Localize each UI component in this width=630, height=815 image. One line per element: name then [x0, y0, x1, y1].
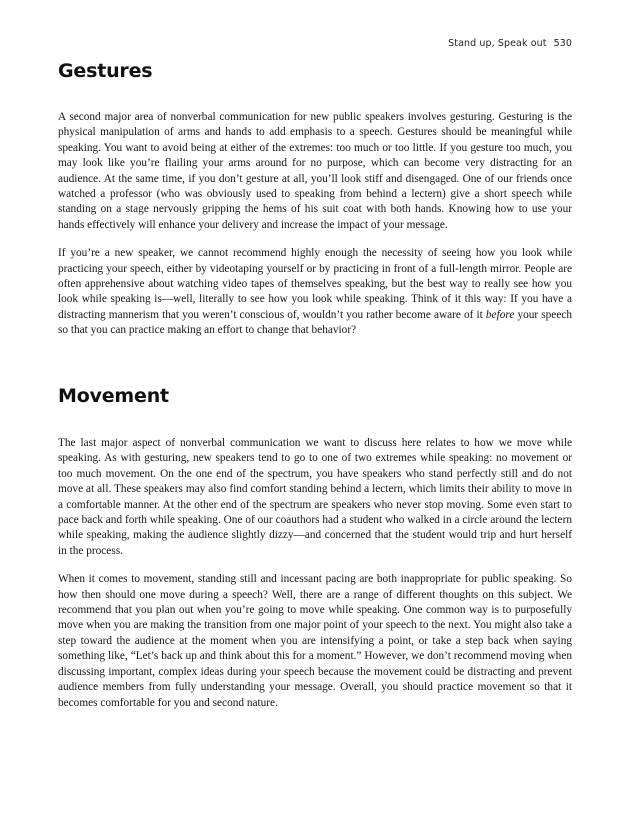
emphasized-word: before	[485, 308, 515, 321]
page-number: 530	[553, 38, 572, 49]
paragraph-text: your speech so that you can practice making an effort to change that behavior?	[58, 308, 573, 337]
section-heading: Gestures	[58, 60, 153, 82]
section-gestures	[58, 60, 572, 352]
body-paragraph: The last major aspect of nonverbal communication we want to discuss here relates to how we move while speaking. As with gesturing, new speakers tend to go to one of two extremes while speaking: no movement or too much movement. On the one end of the spectrum, you have speakers who stand perfectly still and do not move at all. These speakers may also find comfort standing behind a lectern, which limits their ability to move in a comfortable manner. At the other end of the spectrum are speakers who never stop moving. Some even start to pace back and forth while speaking. One of our coauthors had a student who walked in a circle around the lectern while speaking, making the audience slightly dizzy—and concerned that the student would trip and hurt herself in the process.	[58, 437, 572, 557]
running-header	[448, 38, 572, 49]
body-paragraph: When it comes to movement, standing still and incessant pacing are both inappropriate for public speaking. So how then should one move during a speech? Well, there are a range of different thoughts on this subject. We recommend that you plan out when you’re going to move while speaking. One common way is to purposefully move when you are making the transition from one major point of your speech to the next. You might also take a step toward the audience at the moment when you are intensifying a point, or take a step back when saying something like, “Let’s back up and think about this for a moment.” However, we don’t recommend moving when discussing important, complex ideas during your speech because the movement could be distracting and prevent audience members from fully understanding your message. Overall, you should practice movement so that it becomes comfortable for you and second nature.	[58, 573, 572, 709]
body-paragraph	[58, 246, 572, 338]
body-paragraph: A second major area of nonverbal communication for new public speakers involves gesturing. Gesturing is the physical manipulation of arms and hands to add emphasis to a speech. Gestures should be meaningful while speaking. You want to avoid being at either of the extremes: too much or too little. If you gesture too much, you may look like you’re flailing your arms around for no purpose, which can become very distracting for an audience. At the same time, if you don’t gesture at all, you’ll look stiff and disengaged. One of our friends once watched a professor (who was obviously used to speaking from behind a lectern) give a short speech while standing on a stage nervously gripping the hems of his suit coat with both hands. Knowing how to use your hands effectively will enhance your delivery and increase the impact of your message.	[58, 111, 572, 231]
section-heading: Movement	[58, 385, 169, 407]
running-title: Stand up, Speak out	[448, 38, 547, 49]
section-movement	[58, 385, 572, 724]
paragraph-text: If you’re a new speaker, we cannot recommend highly enough the necessity of seeing how you look while practicing your speech, either by videotaping yourself or by practicing in front of a full-length mirror. People are often apprehensive about watching video tapes of themselves speaking, but the best way to really see how you look while speaking is—well, literally to see how you look while speaking. Think of it this way: If you have a distracting mannerism that you weren’t conscious of, wouldn’t you rather become aware of it	[58, 247, 572, 321]
